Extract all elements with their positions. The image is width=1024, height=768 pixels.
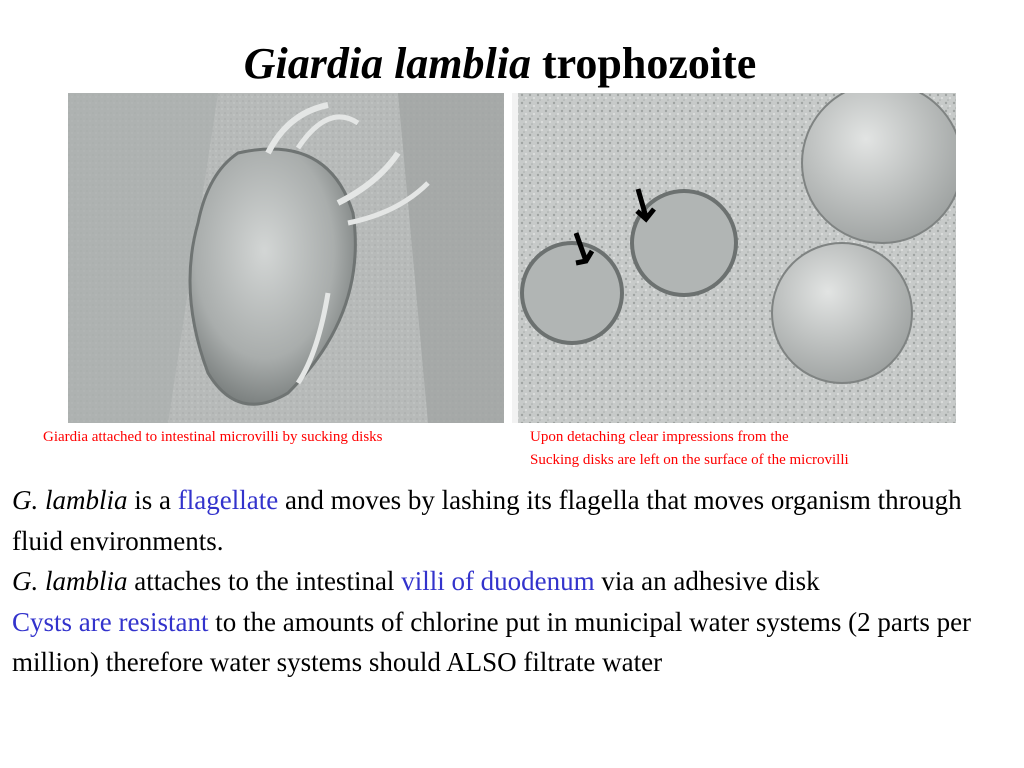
text-segment: is a [127,485,178,515]
slide-title [0,38,1000,90]
title-stage: trophozoite [541,39,757,88]
term-cysts: Cysts are resistant [12,606,209,637]
text-segment: via an adhesive disk [594,566,820,596]
text-segment: attaches to the intestinal [127,566,402,596]
term-flagellate: flagellate [177,485,279,515]
paragraph-attachment [12,561,1012,602]
right-caption-line-1: Upon detaching clear impressions from the [530,429,789,445]
term-villi: villi of duodenum [401,566,595,596]
right-caption-line-2: Sucking disks are left on the surface of the microvilli [530,452,849,468]
text-segment: to the amounts of chlorine put in municipal water systems (2 parts per million) therefore water systems should ALSO filtrate water [12,606,972,677]
paragraph-cysts [12,602,1012,683]
paragraph-flagellate [12,480,1012,561]
slide-body [12,480,1012,683]
title-species: Giardia lamblia [243,39,531,88]
text-segment: and moves by lashing its flagella that moves organism through fluid environments. [12,485,962,556]
species-name: G. lamblia [12,485,128,515]
right-figure-caption [530,426,1010,472]
sucking-disk-impressions-micrograph [512,93,956,423]
giardia-trophozoite-micrograph [68,93,504,423]
species-name: G. lamblia [12,566,128,596]
left-figure-caption: Giardia attached to intestinal microvilli by sucking disks [43,429,383,445]
giardia-trophozoite-sem-icon [68,93,504,423]
sucking-disk-impressions-sem-icon [512,93,956,423]
